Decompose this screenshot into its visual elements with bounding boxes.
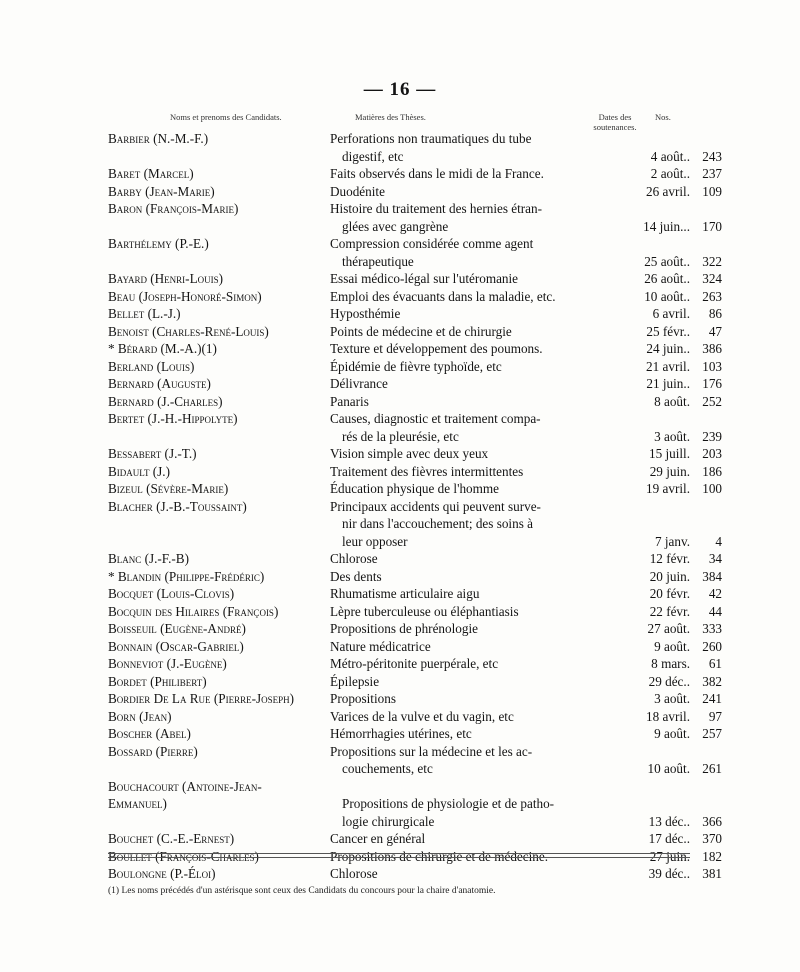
- thesis-line: Points de médecine et de chirurgie: [330, 323, 512, 339]
- candidate-name: Barthélemy (P.-E.): [108, 236, 209, 251]
- candidate-name: Boullet (François-Charles): [108, 848, 259, 864]
- thesis-line: Métro-péritonite puerpérale, etc: [330, 656, 499, 671]
- thesis-number: 44: [708, 603, 722, 619]
- defense-date: 24 juin..: [646, 341, 690, 356]
- thesis-number: 261: [702, 761, 722, 776]
- defense-date: 2 août..: [650, 166, 690, 181]
- candidate-name: Boulongne (P.-Éloi): [108, 866, 216, 881]
- candidate-name: Beau (Joseph-Honoré-Simon): [108, 288, 262, 304]
- defense-date: 9 août.: [654, 638, 690, 654]
- defense-date: 4 août..: [650, 148, 690, 164]
- defense-date: 39 déc..: [648, 866, 690, 881]
- table-row: [108, 708, 722, 726]
- thesis-line: [330, 778, 688, 796]
- thesis-title: [330, 830, 722, 848]
- candidate-name: Bordier De La Rue (Pierre-Joseph): [108, 691, 294, 706]
- table-row: [108, 375, 722, 393]
- thesis-title: [330, 725, 722, 743]
- thesis-line: Panaris: [330, 393, 369, 409]
- candidate-name: Boscher (Abel): [108, 726, 191, 741]
- candidate-name: Bertet (J.-H.-Hippolyte): [108, 411, 238, 426]
- table-row: [108, 568, 722, 586]
- thesis-title: [330, 865, 722, 883]
- thesis-line: Texture et développement des poumons.: [330, 341, 543, 356]
- thesis-line: Vision simple avec deux yeux: [330, 446, 489, 461]
- thesis-line: Histoire du traitement des hernies étran-: [330, 201, 543, 216]
- thesis-line: Hémorrhagies utérines, etc: [330, 726, 472, 741]
- thesis-number: 384: [702, 568, 722, 584]
- candidate-name: * Blandin (Philippe-Frédéric): [108, 568, 265, 584]
- thesis-title: [330, 393, 722, 411]
- thesis-title: [330, 568, 722, 586]
- thesis-number: 366: [702, 813, 722, 829]
- table-row: [108, 480, 722, 498]
- thesis-number: 203: [702, 446, 722, 461]
- thesis-line: Perforations non traumatiques du tube: [330, 131, 532, 146]
- thesis-number: 42: [708, 586, 722, 601]
- thesis-title: [330, 165, 722, 183]
- defense-date: 7 janv.: [654, 533, 690, 549]
- candidate-name: Barby (Jean-Marie): [108, 183, 215, 199]
- candidate-name: Bellet (L.-J.): [108, 306, 181, 321]
- thesis-line: Compression considérée comme agent: [330, 236, 534, 251]
- thesis-line: Propositions de chirurgie et de médecine.: [330, 848, 549, 864]
- candidate-name: Bonneviot (J.-Eugène): [108, 656, 227, 671]
- thesis-line: Varices de la vulve et du vagin, etc: [330, 708, 514, 724]
- thesis-line: digestif, etc: [342, 148, 404, 164]
- thesis-line: Propositions: [330, 691, 396, 706]
- thesis-number: 257: [702, 726, 722, 741]
- table-row: [108, 270, 722, 288]
- column-header-names: Noms et prenoms des Candidats.: [170, 112, 282, 122]
- thesis-number: 263: [702, 288, 722, 304]
- thesis-number: 61: [708, 656, 722, 671]
- thesis-number: 103: [702, 358, 722, 374]
- thesis-number: 186: [702, 463, 722, 479]
- thesis-line: leur opposer: [342, 533, 408, 549]
- defense-date: 26 août..: [644, 271, 690, 286]
- table-row: [108, 358, 722, 376]
- defense-date: 21 avril.: [646, 358, 690, 374]
- table-row: [108, 323, 722, 341]
- thesis-line: Des dents: [330, 568, 382, 584]
- candidate-name: * Bérard (M.-A.)(1): [108, 341, 217, 356]
- defense-date: 17 déc..: [648, 831, 690, 846]
- table-row: [108, 778, 722, 831]
- table-row: [108, 445, 722, 463]
- thesis-number: 239: [702, 428, 722, 444]
- thesis-line: Causes, diagnostic et traitement compa-: [330, 411, 541, 426]
- table-row: [108, 620, 722, 638]
- candidate-name: Benoist (Charles-René-Louis): [108, 323, 269, 339]
- defense-date: 10 août..: [644, 288, 690, 304]
- thesis-line: Cancer en général: [330, 831, 426, 846]
- thesis-title: [330, 463, 722, 481]
- table-row: [108, 235, 722, 270]
- defense-date: 8 mars.: [651, 656, 690, 671]
- thesis-title: [330, 305, 722, 323]
- thesis-number: 386: [702, 341, 722, 356]
- thesis-line: Lèpre tuberculeuse ou éléphantiasis: [330, 603, 519, 619]
- thesis-line: nir dans l'accouchement; des soins à: [342, 516, 533, 531]
- thesis-title: [330, 288, 722, 306]
- thesis-line: rés de la pleurésie, etc: [342, 428, 459, 444]
- thesis-title: [330, 130, 722, 165]
- footer-rule: [108, 853, 690, 854]
- thesis-line: Rhumatisme articulaire aigu: [330, 586, 480, 601]
- defense-date: 18 avril.: [646, 708, 690, 724]
- thesis-line: logie chirurgicale: [342, 813, 435, 829]
- thesis-title: [330, 743, 722, 778]
- thesis-line: Nature médicatrice: [330, 638, 431, 654]
- candidate-name: Baron (François-Marie): [108, 201, 239, 216]
- thesis-list: [108, 130, 722, 883]
- candidate-name: Bizeul (Sévère-Marie): [108, 481, 229, 496]
- candidate-name: Bernard (Auguste): [108, 376, 211, 391]
- defense-date: 29 déc..: [648, 673, 690, 689]
- table-row: [108, 865, 722, 883]
- candidate-name: Bidault (J.): [108, 463, 170, 479]
- thesis-line: couchements, etc: [342, 761, 433, 776]
- thesis-title: [330, 708, 722, 726]
- page-number: — 16 —: [363, 79, 437, 100]
- thesis-title: [330, 340, 722, 358]
- thesis-line: glées avec gangrène: [342, 218, 449, 234]
- table-row: [108, 498, 722, 551]
- candidate-name: Baret (Marcel): [108, 166, 194, 181]
- table-row: [108, 183, 722, 201]
- thesis-number: 4: [715, 533, 722, 549]
- candidate-name: Bocquet (Louis-Clovis): [108, 586, 235, 601]
- thesis-title: [330, 183, 722, 201]
- candidate-name: Barbier (N.-M.-F.): [108, 131, 209, 146]
- defense-date: 29 juin.: [649, 463, 690, 479]
- table-row: [108, 673, 722, 691]
- candidate-name: Blanc (J.-F.-B): [108, 551, 189, 566]
- thesis-number: 333: [702, 621, 722, 636]
- thesis-number: 97: [708, 708, 722, 724]
- table-row: [108, 305, 722, 323]
- thesis-title: [330, 480, 722, 498]
- table-row: [108, 743, 722, 778]
- thesis-line: Essai médico-légal sur l'utéromanie: [330, 271, 519, 286]
- thesis-number: 322: [702, 253, 722, 269]
- thesis-line: Emploi des évacuants dans la maladie, etc.: [330, 288, 556, 304]
- candidate-name: Bossard (Pierre): [108, 743, 198, 759]
- thesis-number: 243: [702, 148, 722, 164]
- thesis-title: [330, 200, 722, 235]
- table-row: [108, 638, 722, 656]
- table-row: [108, 200, 722, 235]
- candidate-name: Bouchet (C.-E.-Ernest): [108, 831, 235, 846]
- candidate-name: Bessabert (J.-T.): [108, 446, 197, 461]
- thesis-line: Chlorose: [330, 866, 378, 881]
- thesis-number: 182: [702, 848, 722, 864]
- thesis-title: [330, 620, 722, 638]
- footnote: (1) Les noms précédés d'un astérisque sont ceux des Candidats du concours pour la chaire d'anatomie.: [108, 886, 496, 896]
- thesis-title: [330, 410, 722, 445]
- thesis-number: 252: [702, 393, 722, 409]
- thesis-title: [330, 655, 722, 673]
- thesis-title: [330, 638, 722, 656]
- defense-date: 19 avril.: [646, 481, 690, 496]
- thesis-title: [330, 778, 722, 831]
- thesis-number: 260: [702, 638, 722, 654]
- defense-date: 25 août..: [644, 253, 690, 269]
- table-row: [108, 655, 722, 673]
- thesis-line: Épidémie de fièvre typhoïde, etc: [330, 358, 502, 374]
- table-row: [108, 165, 722, 183]
- thesis-title: [330, 673, 722, 691]
- table-row: [108, 130, 722, 165]
- column-header-numbers: Nos.: [655, 112, 671, 122]
- defense-date: 8 août.: [654, 393, 690, 409]
- table-row: [108, 550, 722, 568]
- thesis-title: [330, 323, 722, 341]
- thesis-title: [330, 585, 722, 603]
- thesis-line: Propositions de physiologie et de patho-: [342, 796, 555, 811]
- thesis-title: [330, 375, 722, 393]
- thesis-number: 100: [702, 481, 722, 496]
- thesis-number: 381: [702, 866, 722, 881]
- thesis-number: 370: [702, 831, 722, 846]
- thesis-title: [330, 498, 722, 551]
- table-row: [108, 725, 722, 743]
- thesis-title: [330, 603, 722, 621]
- thesis-line: Principaux accidents qui peuvent surve-: [330, 498, 541, 514]
- defense-date: 20 févr.: [649, 586, 690, 601]
- candidate-name: Boisseuil (Eugène-André): [108, 621, 246, 636]
- candidate-name: Bayard (Henri-Louis): [108, 271, 224, 286]
- table-row: [108, 410, 722, 445]
- thesis-number: 170: [702, 218, 722, 234]
- defense-date: 27 juin.: [649, 848, 690, 864]
- thesis-number: 237: [702, 166, 722, 181]
- table-row: [108, 393, 722, 411]
- thesis-line: Éducation physique de l'homme: [330, 481, 500, 496]
- candidate-name: Born (Jean): [108, 708, 172, 724]
- thesis-number: 176: [702, 376, 722, 391]
- table-row: [108, 340, 722, 358]
- thesis-number: 382: [702, 673, 722, 689]
- thesis-title: [330, 270, 722, 288]
- thesis-line: Épilepsie: [330, 673, 380, 689]
- table-row: [108, 830, 722, 848]
- candidate-name: Bocquin des Hilaires (François): [108, 603, 279, 619]
- thesis-line: Propositions sur la médecine et les ac-: [330, 743, 533, 759]
- table-row: [108, 463, 722, 481]
- thesis-title: [330, 358, 722, 376]
- thesis-line: Propositions de phrénologie: [330, 621, 478, 636]
- defense-date: 3 août.: [654, 691, 690, 706]
- defense-date: 26 avril.: [646, 183, 690, 199]
- footer-rule-double: [108, 857, 690, 858]
- thesis-number: 47: [708, 323, 722, 339]
- thesis-line: Duodénite: [330, 183, 385, 199]
- thesis-line: Chlorose: [330, 551, 378, 566]
- thesis-line: thérapeutique: [342, 253, 414, 269]
- defense-date: 20 juin.: [649, 568, 690, 584]
- thesis-number: 324: [702, 271, 722, 286]
- table-row: [108, 603, 722, 621]
- defense-date: 25 févr..: [646, 323, 690, 339]
- defense-date: 9 août.: [654, 726, 690, 741]
- thesis-title: [330, 235, 722, 270]
- defense-date: 10 août.: [647, 761, 690, 776]
- thesis-line: Faits observés dans le midi de la France.: [330, 166, 544, 181]
- table-row: [108, 585, 722, 603]
- defense-date: 27 août.: [647, 621, 690, 636]
- thesis-number: 86: [708, 306, 722, 321]
- thesis-number: 241: [702, 691, 722, 706]
- thesis-number: 34: [708, 551, 722, 566]
- candidate-name: Bouchacourt (Antoine-Jean-Emmanuel): [108, 778, 262, 811]
- defense-date: 6 avril.: [652, 306, 690, 321]
- thesis-title: [330, 690, 722, 708]
- defense-date: 13 déc..: [648, 813, 690, 829]
- thesis-number: 109: [702, 183, 722, 199]
- defense-date: 3 août.: [654, 428, 690, 444]
- candidate-name: Bordet (Philibert): [108, 673, 207, 689]
- table-row: [108, 690, 722, 708]
- defense-date: 22 févr.: [649, 603, 690, 619]
- defense-date: 12 févr.: [649, 551, 690, 566]
- table-row: [108, 288, 722, 306]
- thesis-title: [330, 550, 722, 568]
- thesis-line: Hyposthémie: [330, 306, 401, 321]
- thesis-line: Délivrance: [330, 376, 388, 391]
- candidate-name: Berland (Louis): [108, 358, 195, 374]
- defense-date: 15 juill.: [648, 446, 690, 461]
- candidate-name: Blacher (J.-B.-Toussaint): [108, 498, 247, 514]
- defense-date: 21 juin..: [646, 376, 690, 391]
- column-header-matters: Matières des Thèses.: [355, 112, 426, 122]
- candidate-name: Bernard (J.-Charles): [108, 393, 223, 409]
- defense-date: 14 juin...: [643, 218, 690, 234]
- column-header-dates: Dates des soutenances.: [593, 112, 637, 132]
- thesis-line: Traitement des fièvres intermittentes: [330, 463, 524, 479]
- candidate-name: Bonnain (Oscar-Gabriel): [108, 638, 244, 654]
- thesis-title: [330, 445, 722, 463]
